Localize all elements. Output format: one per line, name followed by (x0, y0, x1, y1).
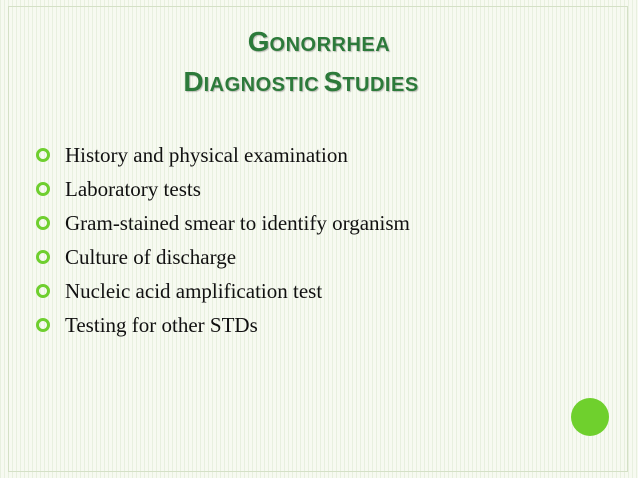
title-line-1-initial: G (247, 26, 270, 57)
bullet-text: Laboratory tests (65, 177, 201, 201)
bullet-item (36, 138, 410, 172)
title-line-2 (0, 62, 638, 102)
ring-bullet-icon (36, 182, 50, 196)
ring-bullet-icon (36, 318, 50, 332)
bullet-text: Culture of discharge (65, 245, 237, 269)
bullet-item (36, 240, 410, 274)
title-line-2-word1-rest: IAGNOSTIC (203, 74, 320, 96)
bullet-item (36, 206, 410, 240)
ring-bullet-icon (36, 148, 50, 162)
ring-bullet-icon (36, 216, 50, 230)
title-line-1 (0, 22, 638, 62)
bullet-item (36, 308, 410, 342)
bullet-item (36, 172, 410, 206)
bullet-text: Nucleic acid amplification test (65, 279, 323, 303)
title-line-2-word1-initial: D (183, 66, 204, 97)
slide-title (0, 22, 638, 102)
green-circle-icon (571, 398, 609, 436)
bullet-item (36, 274, 410, 308)
title-line-1-rest: ONORRHEA (269, 34, 391, 56)
title-line-2-word2-rest: TUDIES (342, 74, 419, 96)
ring-bullet-icon (36, 250, 50, 264)
bullet-text: Gram-stained smear to identify organism (65, 211, 410, 235)
title-line-2-word2-initial: S (323, 66, 343, 97)
ring-bullet-icon (36, 284, 50, 298)
bullet-text: Testing for other STDs (65, 313, 258, 337)
bullet-list (36, 138, 410, 342)
bullet-text: History and physical examination (65, 143, 348, 167)
